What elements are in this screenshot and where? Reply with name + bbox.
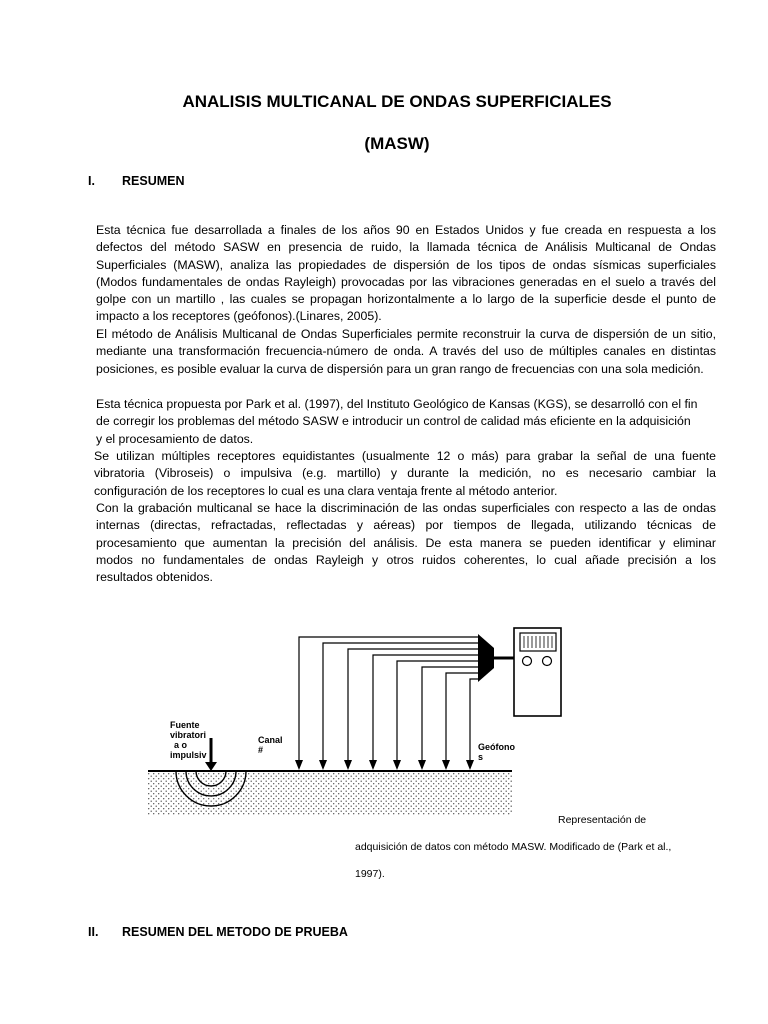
section-2-heading: RESUMEN DEL METODO DE PRUEBA (122, 925, 348, 939)
label-geofonos-line: Geófono (478, 742, 515, 752)
geophone-array (299, 637, 478, 760)
cable-connector (478, 634, 494, 682)
cable-8 (470, 679, 478, 760)
paragraph-4-line: Se utilizan múltiples receptores equidistantes (usualmente 12 o más) para grabar la señal de una fuente (94, 449, 716, 463)
geophone (442, 760, 450, 770)
paragraph-1-line: impacto a los receptores (geófonos).(Linares, 2005). (96, 309, 382, 324)
paragraph-5-line: internas (directas, refractadas, reflectadas y aéreas) por tiempos de llegada, utilizando técnicas de (96, 518, 716, 533)
geophone (466, 760, 474, 770)
label-source (170, 720, 207, 760)
cable-5 (397, 661, 478, 760)
figure-caption-line-3: 1997). (355, 868, 385, 880)
paragraph-1-line: Superficiales (MASW), analiza las propiedades de dispersión de los tipos de ondas sísmicas superficiales (96, 257, 716, 272)
section-1-heading: RESUMEN (122, 174, 185, 188)
geophone (319, 760, 327, 770)
label-canal (258, 735, 283, 755)
cable-4 (373, 655, 478, 760)
geophone (369, 760, 377, 770)
paragraph-1-line: defectos del método SASW en presencia de ruido, la llamada técnica de Análisis Multicanal de Ondas (96, 240, 716, 255)
section-1-number: I. (88, 174, 95, 188)
geophone (295, 760, 303, 770)
paragraph-2-line: El método de Análisis Multicanal de Ondas Superficiales permite reconstruir la curva de dispersión de un sitio, (96, 327, 716, 341)
paragraph-1-line: Esta técnica fue desarrollada a finales de los años 90 en Estados Unidos y fue creada en respuesta a los (96, 223, 716, 237)
paragraph-3-line: de corregir los problemas del método SASW e introducir un control de calidad más eficiente en la adquisición (96, 414, 691, 429)
source-impact-arrow (205, 738, 217, 771)
figure-caption-line-2: adquisición de datos con método MASW. Modificado de (Park et al., (355, 841, 672, 853)
paragraph-2-line: posiciones, es posible evaluar la curva de dispersión para un gran rango de frecuencias con una sola medición. (96, 361, 704, 376)
document-subtitle: (MASW) (364, 134, 430, 153)
paragraph-3-line: y el procesamiento de datos. (96, 431, 254, 446)
paragraph-3-line: Esta técnica propuesta por Park et al. (1997), del Instituto Geológico de Kansas (KGS), se desarrolló con el fin (96, 397, 698, 411)
recorder-screen (520, 633, 556, 651)
paragraph-5-line: Con la grabación multicanal se hace la discriminación de las ondas superficiales con respecto a las de ondas (96, 501, 716, 515)
paragraph-2-line: mediante una transformación frecuencia-número de onda. A través del uso de múltiples canales en distintas (96, 344, 716, 359)
label-geofonos-line: s (478, 752, 484, 762)
paragraph-1-line: (Modos fundamentales de ondas Rayleigh) provocadas por las vibraciones generadas en el suelo a través del (96, 274, 716, 289)
paragraph-5-line: procesamiento que aumentan la precisión del análisis. De esta manera se pueden identificar y eliminar (96, 535, 716, 550)
label-canal-line: # (258, 745, 264, 755)
paragraph-1-line: golpe con un martillo , las cuales se propagan horizontalmente a lo largo de la superficie desde el punto de (96, 292, 716, 307)
cable-3 (348, 649, 478, 760)
paragraph-4-line: vibratoria (Vibroseis) o impulsiva (e.g. martillo) y durante la medición, no es necesario cambiar la (94, 466, 716, 481)
section-2-number: II. (88, 925, 99, 939)
label-source-line: Fuente (170, 720, 200, 730)
label-geofonos (478, 742, 515, 762)
label-source-line: a o (174, 740, 188, 750)
paragraph-5-line: modos no fundamentales de ondas Rayleigh y otros ruidos coherentes, lo cual añade precisión a los (96, 552, 716, 567)
geophone (418, 760, 426, 770)
paragraph-5-line: resultados obtenidos. (96, 570, 213, 585)
geophone (344, 760, 352, 770)
document-title: ANALISIS MULTICANAL DE ONDAS SUPERFICIALES (182, 92, 612, 111)
figure-caption-line-1: Representación de (558, 814, 647, 826)
label-source-line: vibratori (170, 730, 207, 740)
paragraph-4-line: configuración de los receptores lo cual es una clara ventaja frente al método anterior. (94, 483, 558, 498)
cable-7 (446, 673, 478, 760)
geophones (295, 760, 474, 770)
label-source-line: impulsiv (170, 750, 207, 760)
recorder-knob-icon (543, 657, 552, 666)
seismograph-recorder (514, 628, 561, 716)
label-canal-line: Canal (258, 735, 283, 745)
ground-layer (148, 771, 512, 815)
geophone (393, 760, 401, 770)
recorder-knob-icon (523, 657, 532, 666)
